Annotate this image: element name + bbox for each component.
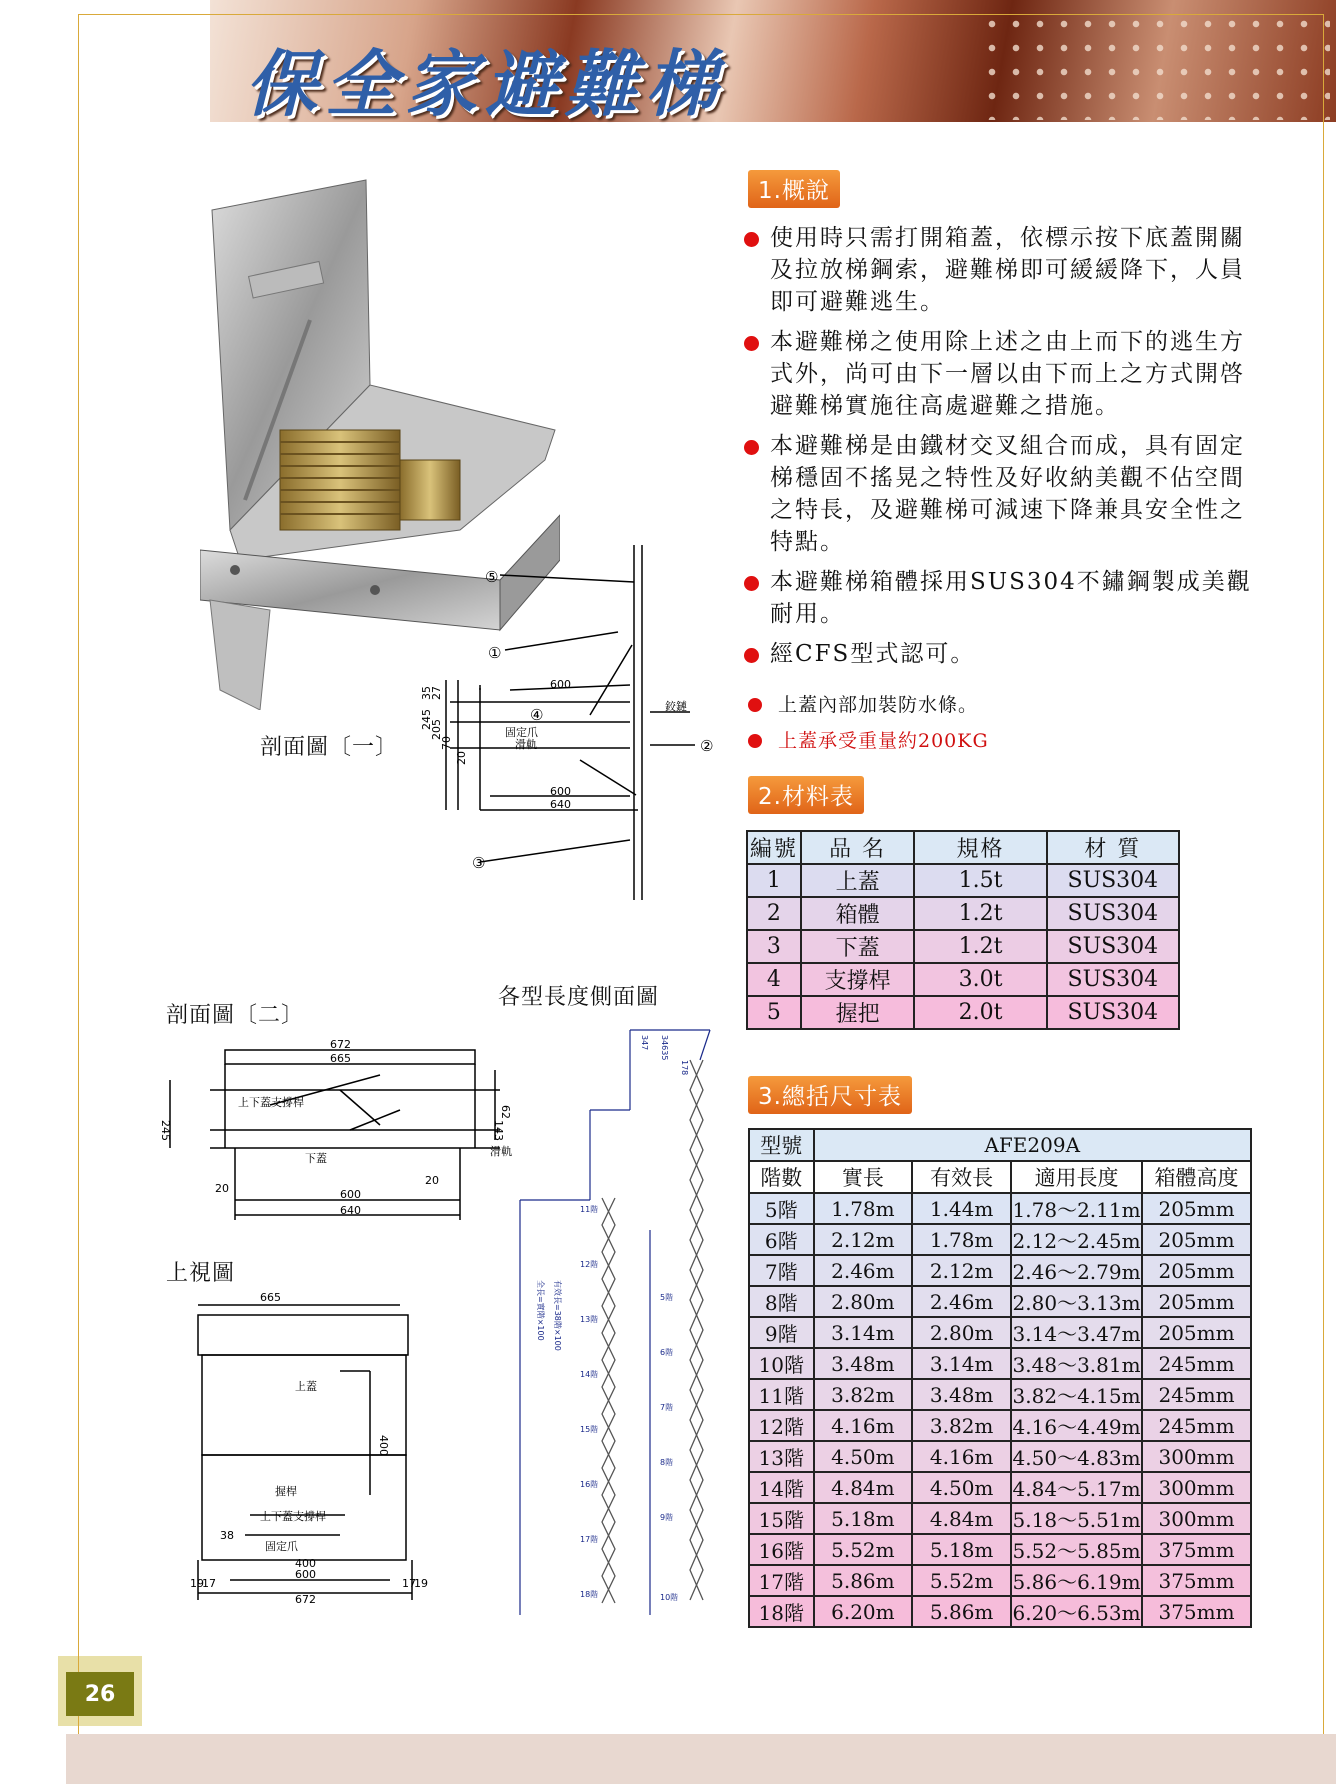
svg-text:20: 20 [425, 1174, 439, 1187]
svg-text:245: 245 [159, 1120, 172, 1141]
svg-text:665: 665 [330, 1052, 351, 1065]
list-item: 本避難梯之使用除上述之由上而下的逃生方式外，尚可由下一層以由下而上之方式開啓避難梯實施往高處避難之措施。 [742, 326, 1252, 422]
list-item: 本避難梯箱體採用SUS304不鏽鋼製成美觀耐用。 [742, 566, 1252, 630]
section-diagram-2 [150, 1030, 530, 1230]
footer-band [66, 1734, 1336, 1784]
svg-text:400: 400 [295, 1557, 316, 1570]
svg-text:①: ① [488, 644, 502, 662]
table-row: 8階 2.80m 2.46m 2.80～3.13m 205mm [749, 1286, 1251, 1317]
table-model-row: 型號 AFE209A [749, 1129, 1251, 1161]
svg-text:17階: 17階 [580, 1535, 599, 1544]
svg-text:672: 672 [295, 1593, 316, 1605]
table-row: 18階 6.20m 5.86m 6.20～6.53m 375mm [749, 1596, 1251, 1627]
svg-text:④: ④ [530, 706, 544, 724]
table-row: 15階 5.18m 4.84m 5.18～5.51m 300mm [749, 1503, 1251, 1534]
svg-text:14階: 14階 [580, 1370, 599, 1379]
section-diagram-1 [410, 540, 740, 910]
svg-text:10階: 10階 [660, 1593, 679, 1602]
svg-text:有效長=38階×100: 有效長=38階×100 [553, 1280, 562, 1351]
svg-text:5階: 5階 [660, 1293, 674, 1302]
overview-bullets [742, 222, 1252, 678]
table-row: 3 下蓋 1.2t SUS304 [747, 930, 1179, 963]
svg-text:固定爪: 固定爪 [505, 726, 538, 739]
svg-text:18階: 18階 [580, 1590, 599, 1599]
table-row: 12階 4.16m 3.82m 4.16～4.49m 245mm [749, 1410, 1251, 1441]
caption-section-1: 剖面圖〔一〕 [260, 735, 399, 760]
svg-text:7階: 7階 [660, 1403, 674, 1412]
svg-text:34635: 34635 [660, 1035, 669, 1061]
caption-section-2: 剖面圖〔二〕 [166, 1003, 305, 1028]
svg-text:600: 600 [340, 1188, 361, 1201]
table-row: 1 上蓋 1.5t SUS304 [747, 864, 1179, 897]
svg-text:②: ② [700, 737, 714, 755]
table-row: 5 握把 2.0t SUS304 [747, 996, 1179, 1029]
svg-text:17: 17 [202, 1577, 216, 1590]
svg-text:19: 19 [190, 1577, 204, 1590]
svg-text:672: 672 [330, 1038, 351, 1051]
svg-text:8階: 8階 [660, 1458, 674, 1467]
svg-text:11階: 11階 [580, 1205, 599, 1214]
list-item: 本避難梯是由鐵材交叉組合而成，具有固定梯穩固不搖晃之特性及好收納美觀不佔空間之特長，及避難梯可減速下降兼具安全性之特點。 [742, 430, 1252, 558]
svg-text:滑軌: 滑軌 [515, 738, 537, 751]
table-header-row: 階數 實長 有效長 適用長度 箱體高度 [749, 1161, 1251, 1193]
table-row: 14階 4.84m 4.50m 4.84～5.17m 300mm [749, 1472, 1251, 1503]
caption-side-elevation: 各型長度側面圖 [498, 985, 660, 1010]
svg-text:13階: 13階 [580, 1315, 599, 1324]
side-elevation-diagram [510, 1020, 725, 1620]
bullet-dot-icon [748, 734, 762, 748]
table-row: 13階 4.50m 4.16m 4.50～4.83m 300mm [749, 1441, 1251, 1472]
table-header-row: 編號 品 名 規格 材 質 [747, 831, 1179, 864]
svg-text:640: 640 [340, 1204, 361, 1217]
svg-text:上蓋: 上蓋 [295, 1380, 317, 1393]
svg-text:16階: 16階 [580, 1480, 599, 1489]
svg-text:205: 205 [430, 719, 443, 740]
svg-text:27: 27 [430, 686, 443, 700]
table-row: 4 支撐桿 3.0t SUS304 [747, 963, 1179, 996]
svg-text:17: 17 [402, 1577, 416, 1590]
svg-text:⑤: ⑤ [485, 568, 499, 586]
section-heading-sizes: 3.總括尺寸表 [748, 1076, 912, 1114]
overview-notes [748, 690, 989, 762]
svg-text:665: 665 [260, 1291, 281, 1304]
svg-text:15階: 15階 [580, 1425, 599, 1434]
svg-text:握桿: 握桿 [275, 1485, 297, 1498]
sizes-table [748, 1128, 1252, 1628]
svg-text:20: 20 [215, 1182, 229, 1195]
svg-text:245: 245 [420, 709, 433, 730]
svg-text:347: 347 [640, 1035, 649, 1051]
table-row: 10階 3.48m 3.14m 3.48～3.81m 245mm [749, 1348, 1251, 1379]
svg-text:70: 70 [440, 736, 453, 750]
table-row: 9階 3.14m 2.80m 3.14～3.47m 205mm [749, 1317, 1251, 1348]
table-row: 7階 2.46m 2.12m 2.46～2.79m 205mm [749, 1255, 1251, 1286]
materials-table [746, 830, 1180, 1030]
svg-text:上下蓋支撐桿: 上下蓋支撐桿 [238, 1096, 304, 1109]
svg-text:滑軌: 滑軌 [490, 1145, 512, 1158]
caption-top-view: 上視圖 [166, 1261, 236, 1286]
svg-text:12階: 12階 [580, 1260, 599, 1269]
svg-text:62: 62 [499, 1105, 512, 1119]
table-row: 2 箱體 1.2t SUS304 [747, 897, 1179, 930]
table-row: 11階 3.82m 3.48m 3.82～4.15m 245mm [749, 1379, 1251, 1410]
svg-text:6階: 6階 [660, 1348, 674, 1357]
svg-text:143: 143 [492, 1120, 505, 1141]
svg-text:上下蓋支撐桿: 上下蓋支撐桿 [260, 1510, 326, 1523]
list-item: 經CFS型式認可。 [742, 638, 1252, 670]
svg-text:400: 400 [377, 1435, 390, 1456]
page-title: 保全家避難梯 [245, 42, 726, 126]
svg-text:固定爪: 固定爪 [265, 1540, 298, 1553]
svg-text:178: 178 [680, 1060, 689, 1076]
list-item: 使用時只需打開箱蓋，依標示按下底蓋開關及拉放梯鋼索，避難梯即可緩緩降下，人員即可避難逃生。 [742, 222, 1252, 318]
bullet-dot-icon [748, 698, 762, 712]
svg-text:19: 19 [414, 1577, 428, 1590]
svg-text:640: 640 [550, 798, 571, 811]
table-row: 5階 1.78m 1.44m 1.78～2.11m 205mm [749, 1193, 1251, 1224]
table-row: 16階 5.52m 5.18m 5.52～5.85m 375mm [749, 1534, 1251, 1565]
svg-text:600: 600 [550, 785, 571, 798]
svg-text:600: 600 [295, 1568, 316, 1581]
svg-text:38: 38 [220, 1529, 234, 1542]
page-number: 26 [66, 1672, 134, 1716]
svg-text:③: ③ [472, 854, 486, 872]
svg-text:下蓋: 下蓋 [305, 1152, 327, 1165]
note-waterproof: 上蓋內部加裝防水條。 [748, 690, 989, 726]
svg-text:20: 20 [455, 751, 468, 765]
svg-text:35: 35 [420, 686, 433, 700]
table-row: 6階 2.12m 1.78m 2.12～2.45m 205mm [749, 1224, 1251, 1255]
section-heading-materials: 2.材料表 [748, 776, 864, 814]
note-load: 上蓋承受重量約200KG [748, 726, 989, 762]
top-view-diagram [190, 1285, 460, 1605]
svg-text:全長=實階×100: 全長=實階×100 [536, 1280, 545, 1341]
section-heading-overview: 1.概說 [748, 170, 840, 208]
svg-text:9階: 9階 [660, 1513, 674, 1522]
svg-text:600: 600 [550, 678, 571, 691]
svg-text:鉸鏈: 鉸鏈 [665, 700, 687, 713]
table-row: 17階 5.86m 5.52m 5.86～6.19m 375mm [749, 1565, 1251, 1596]
